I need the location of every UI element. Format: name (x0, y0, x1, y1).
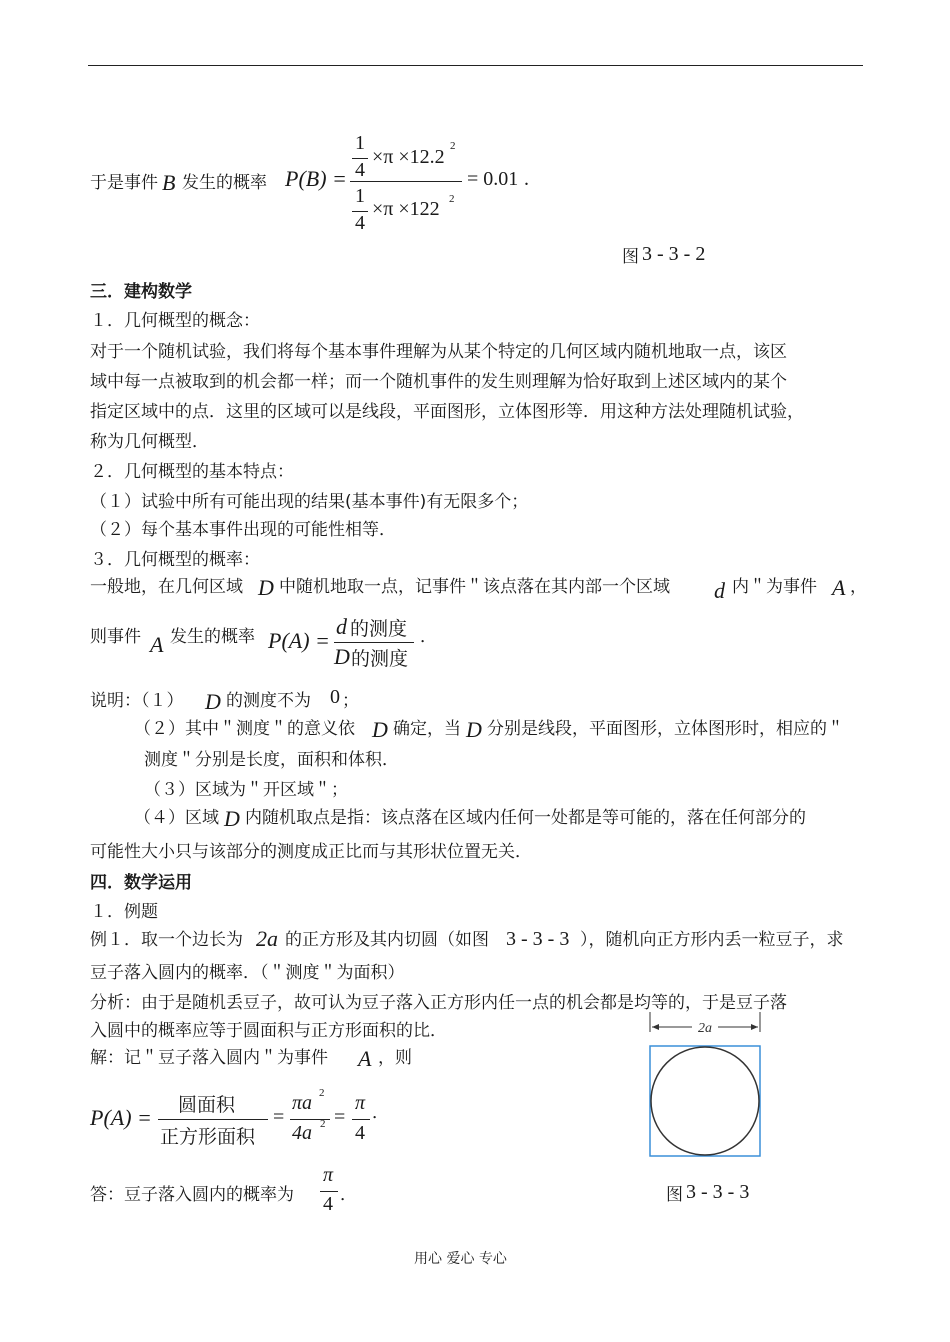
note1-d-var: D (205, 689, 221, 714)
eq-lhs: P(B) = (285, 166, 347, 191)
item2-point-b: （２）每个基本事件出现的可能性相等． (90, 520, 396, 540)
analysis-b: 入圆中的概率应等于圆面积与正方形面积的比． (90, 1021, 447, 1041)
note4-a: （４）区域 (134, 808, 219, 828)
event-a-var: A (832, 575, 846, 600)
den-exp: 2 (449, 193, 455, 205)
fig333-number: 3 - 3 - 3 (686, 1181, 750, 1203)
ex1-2a: 2a (256, 926, 278, 951)
ex1-fig: 3 - 3 - 3 (506, 928, 570, 950)
inscribed-circle (651, 1047, 759, 1155)
area-mid-num-exp: 2 (319, 1087, 325, 1099)
main-frac-bar (350, 181, 462, 182)
section4-title: 四．数学运用 (90, 873, 192, 893)
solution-a-var: A (358, 1046, 372, 1071)
area-mid-den-exp: 2 (320, 1118, 326, 1130)
section4-sub1: １．例题 (90, 902, 158, 922)
num-exp: 2 (450, 140, 456, 152)
formula-end: ． (420, 627, 437, 647)
formula-frac-bar (334, 642, 414, 643)
den-frac-n: 1 (355, 185, 365, 207)
item2-title: ２．几何概型的基本特点： (90, 462, 294, 482)
note3: （３）区域为＂开区域＂； (144, 780, 348, 800)
den-rest: ×π ×122 (372, 198, 440, 220)
eq-result: = 0.01 (467, 168, 519, 190)
page-footer: 用心 爱心 专心 (414, 1251, 507, 1267)
item1-line-4: 称为几何概型． (90, 432, 209, 452)
num-frac-d: 4 (355, 159, 365, 181)
item1-line-2: 域中每一点被取到的机会都一样；而一个随机事件的发生则理解为恰好取到上述区域内的某个 (90, 372, 787, 392)
analysis-a: 分析：由于是随机丢豆子，故可认为豆子落入正方形内任一点的机会都是均等的，于是豆子落 (90, 993, 787, 1013)
note2-d-var-1: D (372, 717, 388, 742)
note2-c: 分别是线段，平面图形，立体图形时，相应的＂ (487, 719, 844, 739)
ex1-b: 的正方形及其内切圆（如图 (285, 930, 489, 950)
eq-mid-text: 发生的概率 (182, 173, 267, 193)
area-formula-den: 正方形面积 (160, 1126, 256, 1148)
area-formula-end: ． (372, 1103, 389, 1123)
ex1-c: ），随机向正方形内丢一粒豆子，求 (580, 930, 844, 950)
item3-line-d: ， (850, 577, 867, 597)
dim-label: 2a (698, 1021, 712, 1036)
note4-c: 可能性大小只与该部分的测度成正比而与其形状位置无关． (90, 842, 532, 862)
answer-four: 4 (323, 1193, 333, 1215)
dim-arrow-right (751, 1024, 758, 1030)
eq-end: . (524, 168, 529, 190)
note2-d: 测度＂分别是长度，面积和体积． (144, 750, 399, 770)
item2-point-a: （１）试验中所有可能出现的结果(基本事件)有无限多个； (90, 492, 529, 512)
note4-d-var: D (224, 806, 240, 831)
area-formula-eq1: = (273, 1106, 285, 1128)
square-inscribed-circle-diagram (640, 1010, 775, 1165)
formula-num-text: 的测度 (350, 618, 408, 640)
note1-rest: 的测度不为 (226, 691, 311, 711)
formula-lead: 则事件 (90, 627, 141, 647)
ex1-a: 例１．取一个边长为 (90, 930, 243, 950)
item3-line-c: 内＂为事件 (732, 577, 817, 597)
fig332-number: 3 - 3 - 2 (642, 243, 706, 265)
notes-label: 说明：（１） (90, 691, 184, 711)
note2-d-var-2: D (466, 717, 482, 742)
formula-event-a: A (150, 632, 164, 657)
solution-a: 解：记＂豆子落入圆内＂为事件 (90, 1048, 328, 1068)
area-pi: π (355, 1092, 366, 1114)
formula-mid: 发生的概率 (170, 627, 255, 647)
fig333-prefix: 图 (666, 1185, 683, 1205)
formula-den-var: D (334, 644, 350, 669)
den-frac-d: 4 (355, 212, 365, 234)
note4-b: 内随机取点是指：该点落在区域内任何一处都是等可能的，落在任何部分的 (245, 808, 806, 828)
answer-pi: π (323, 1164, 334, 1186)
note1-end: ； (342, 691, 359, 711)
item3-title: ３．几何概型的概率： (90, 550, 260, 570)
note2-b: 确定，当 (393, 719, 461, 739)
item1-line-3: 指定区域中的点．这里的区域可以是线段，平面图形，立体图形等．用这种方法处理随机试验， (90, 402, 804, 422)
item1-title: １．几何概型的概念： (90, 311, 260, 331)
header-rule (88, 65, 863, 66)
section3-title: 三．建构数学 (90, 282, 192, 302)
dim-arrow-left (652, 1024, 659, 1030)
item3-line-b: 中随机地取一点，记事件＂该点落在其内部一个区域 (279, 577, 670, 597)
area-formula-bar (158, 1119, 268, 1120)
solution-b: ，则 (378, 1048, 412, 1068)
item3-line-a: 一般地，在几何区域 (90, 577, 243, 597)
note2-a: （２）其中＂测度＂的意义依 (134, 719, 355, 739)
note1-zero: 0 (330, 686, 340, 708)
subregion-d-var: d (714, 578, 725, 603)
item1-line-1: 对于一个随机试验，我们将每个基本事件理解为从某个特定的几何区域内随机地取一点，该区 (90, 342, 787, 362)
answer-text: 答：豆子落入圆内的概率为 (90, 1185, 294, 1205)
formula-den-text: 的测度 (351, 648, 409, 670)
area-pi-bar (352, 1119, 370, 1120)
region-d-var: D (258, 575, 274, 600)
formula-lhs: P(A) = (268, 628, 330, 653)
area-mid-num: πa (292, 1092, 313, 1114)
formula-num-var: d (336, 614, 347, 639)
area-formula-eq2: = (334, 1106, 346, 1128)
area-mid-den: 4a (292, 1122, 312, 1144)
area-formula-num: 圆面积 (178, 1094, 236, 1116)
event-b-var: B (162, 170, 176, 195)
ex1-d: 豆子落入圆内的概率．（＂测度＂为面积） (90, 963, 405, 983)
answer-end: ． (340, 1185, 357, 1205)
fig332-prefix: 图 (622, 247, 639, 267)
area-four: 4 (355, 1122, 365, 1144)
answer-bar (320, 1191, 338, 1192)
num-rest: ×π ×12.2 (372, 146, 445, 168)
num-frac-n: 1 (355, 132, 365, 154)
area-formula-lhs: P(A) = (90, 1105, 152, 1130)
eq-lead-text: 于是事件 (90, 173, 158, 193)
